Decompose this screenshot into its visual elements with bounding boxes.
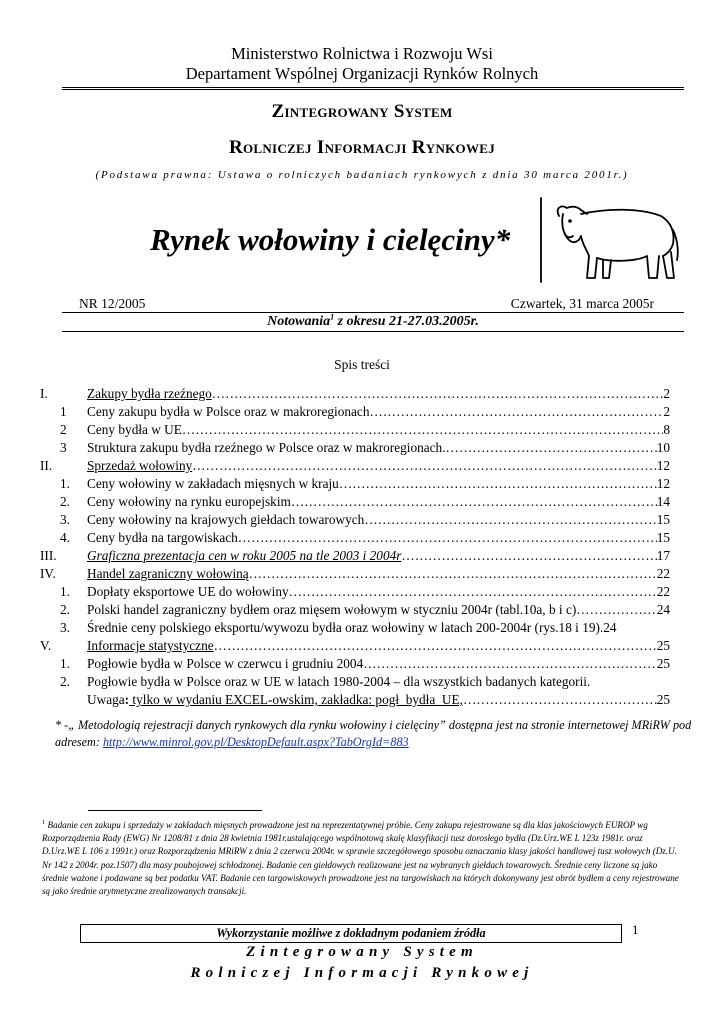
toc-item[interactable] — [40, 493, 670, 511]
toc-item-page: 15 — [656, 530, 670, 545]
toc-item-label[interactable]: Sprzedaż wołowiny — [87, 458, 193, 473]
toc-leader-dots — [363, 655, 656, 673]
toc-item-number: II. — [40, 458, 53, 473]
toc-item-page: 12 — [656, 476, 670, 491]
toc-item[interactable] — [40, 475, 670, 493]
quotes-prefix: Notowania — [267, 314, 331, 329]
toc-item-label[interactable]: Ceny wołowiny na rynku europejskim — [87, 494, 291, 509]
toc-item-page: 17 — [656, 548, 670, 563]
toc-leader-dots — [212, 385, 664, 403]
toc-leader-dots — [339, 475, 657, 493]
toc-item[interactable] — [40, 529, 670, 547]
system-title-line1: Zintegrowany System — [271, 101, 453, 122]
footnote-text: Badanie cen zakupu i sprzedaży w zakładach mięsnych prowadzone jest na reprezentatywnej próbie. Ceny zakupu rejestrowane są dla klas jakościowych EUROP wg Rozporządzenia Rady (EWG) Nr 1208/81 z dnia 28 kwietnia 1981r.ustalającego wspólnotową skalę klasyfikacji tusz dorosłego bydła (Dz.Urz.WE L 123z 1981r. oraz D.Urz.WE L 106 z 1991r.) oraz Rozporządzenia MRiRW z dnia 2 czerwca 2004r. w sprawie szczegółowego sposobu oznaczania klasy jakości handlowej tusz wołowych (Dz.U. Nr 142 z 2004r. poz.1507) dla masy poubojowej schłodzonej. Badanie cen giełdowych realizowane jest na wybranych giełdach towarowych. Średnie ceny liczone są jako średnie ważone i podawane są bez podatku VAT. Badanie cen targowiskowych prowadzone jest na targowiskach na których dokonywany jest obrót bydłem a ceny rejestrowane są jako średnie arytmetyczne zrealizowanych transakcji. — [42, 820, 679, 897]
toc-note-page: 25 — [656, 692, 670, 707]
methodology-note — [55, 717, 695, 751]
toc-item-number: 1 — [60, 404, 67, 419]
toc-item-page: 22 — [656, 584, 670, 599]
toc-note-prefix: Uwaga — [87, 692, 125, 707]
toc-item-number: 1. — [60, 584, 70, 599]
toc-item[interactable] — [40, 565, 670, 583]
toc-note-text: tylko w wydaniu EXCEL-owskim, zakładka: pogł_bydła_UE, — [129, 692, 463, 707]
toc-item-label[interactable]: Polski handel zagraniczny bydłem oraz mięsem wołowym w styczniu 2004r (tabl.10a, b i c) — [87, 602, 577, 617]
toc-item-page: 25 — [656, 656, 670, 671]
system-title-line2: Rolniczej Informacji Rynkowej — [228, 137, 496, 158]
cow-icon — [537, 194, 682, 288]
toc-leader-dots — [192, 457, 656, 475]
toc-leader-dots — [401, 547, 656, 565]
toc-item-number: III. — [40, 548, 57, 563]
toc-note-row — [40, 691, 670, 709]
legal-basis: (Podstawa prawna: Ustawa o rolniczych badaniach rynkowych z dnia 30 marca 2001r.) — [95, 169, 629, 181]
toc-item-page: 25 — [656, 638, 670, 653]
toc-item-label[interactable]: Ceny zakupu bydła w Polsce oraz w makroregionach — [87, 404, 370, 419]
toc-item-number: IV. — [40, 566, 56, 581]
toc-note-label — [87, 691, 463, 709]
toc-item-label[interactable]: Dopłaty eksportowe UE do wołowiny — [87, 584, 289, 599]
toc-item-page: 15 — [656, 512, 670, 527]
toc-item-page: 12 — [656, 458, 670, 473]
toc-item[interactable] — [40, 511, 670, 529]
footnote — [42, 819, 682, 898]
toc-item-label[interactable]: Graficzna prezentacja cen w roku 2005 na tle 2003 i 2004r — [87, 548, 402, 563]
toc-item-label[interactable]: Handel zagraniczny wołowiną — [87, 566, 249, 581]
toc-leader-dots — [291, 493, 657, 511]
ministry-header — [0, 44, 724, 84]
toc-leader-dots — [214, 637, 657, 655]
department-name: Departament Wspólnej Organizacji Rynków Rolnych — [185, 64, 539, 83]
market-title: Rynek wołowiny i cielęciny* — [150, 222, 511, 257]
toc-item-number: 3. — [60, 512, 70, 527]
toc-item-number: 3 — [60, 440, 67, 455]
toc-item-number: 3. — [60, 620, 70, 635]
toc-item-label[interactable]: Struktura zakupu bydła rzeźnego w Polsce oraz w makroregionach. — [87, 440, 446, 455]
toc-item[interactable] — [40, 619, 670, 637]
toc-title: Spis treści — [334, 357, 390, 372]
toc-item-page: 8 — [663, 422, 670, 437]
toc-leader-dots — [182, 421, 663, 439]
ministry-name: Ministerstwo Rolnictwa i Rozwoju Wsi — [231, 44, 493, 63]
header-divider — [62, 87, 684, 91]
toc-item-number: 1. — [60, 656, 70, 671]
table-of-contents — [40, 385, 670, 709]
toc-leader-dots — [289, 583, 657, 601]
toc-item-label[interactable]: Pogłowie bydła w Polsce w czerwcu i grudniu 2004 — [87, 656, 364, 671]
toc-item[interactable] — [40, 583, 670, 601]
toc-item[interactable] — [40, 385, 670, 403]
methodology-link[interactable]: http://www.minrol.gov.pl/DesktopDefault.aspx?TabOrgId=883 — [102, 735, 409, 749]
toc-item-label[interactable]: Zakupy bydła rzeźnego — [87, 386, 212, 401]
footnote-divider — [88, 810, 262, 811]
toc-item-page: 2 — [663, 404, 670, 419]
toc-item-page: 22 — [656, 566, 670, 581]
issue-number: NR 12/2005 — [79, 296, 146, 311]
toc-item-number: 2. — [60, 602, 70, 617]
toc-item-number: V. — [40, 638, 52, 653]
toc-item-label[interactable]: Pogłowie bydła w Polsce oraz w UE w latach 1980-2004 – dla wszystkich badanych kategorii. — [87, 674, 591, 689]
page-number: 1 — [632, 922, 639, 937]
toc-item[interactable] — [40, 655, 670, 673]
footnote-number: 1 — [42, 818, 46, 826]
quotes-period-text: z okresu 21-27.03.2005r. — [334, 314, 479, 329]
toc-item[interactable] — [40, 439, 670, 457]
toc-item[interactable] — [40, 673, 670, 691]
toc-leader-dots — [446, 439, 657, 457]
toc-leader-dots — [463, 691, 657, 709]
toc-item[interactable] — [40, 421, 670, 439]
toc-item-number: 2 — [60, 422, 67, 437]
toc-item-page: 14 — [656, 494, 670, 509]
toc-item-label[interactable]: Ceny bydła w UE — [87, 422, 182, 437]
toc-item-label[interactable]: Ceny bydła na targowiskach — [87, 530, 238, 545]
toc-item-label[interactable]: Średnie ceny polskiego eksportu/wywozu bydła oraz wołowiny w latach 200-2004r (rys.18 i 19). — [87, 620, 604, 635]
toc-item-number: I. — [40, 386, 48, 401]
toc-item[interactable] — [40, 547, 670, 565]
quotes-footnote-ref[interactable]: 1 — [330, 312, 335, 322]
toc-item-label[interactable]: Ceny wołowiny na krajowych giełdach towarowych — [87, 512, 365, 527]
toc-item-label[interactable]: Informacje statystyczne — [87, 638, 214, 653]
toc-leader-dots — [249, 565, 657, 583]
toc-leader-dots — [364, 511, 656, 529]
toc-item-page: 24 — [603, 620, 617, 635]
toc-item-number: 1. — [60, 476, 70, 491]
issue-date: Czwartek, 31 marca 2005r — [510, 296, 654, 311]
toc-item-number: 2. — [60, 494, 70, 509]
toc-item-page: 2 — [663, 386, 670, 401]
toc-item-page: 10 — [656, 440, 670, 455]
footer-system-line1: Zintegrowany System — [246, 944, 478, 960]
toc-leader-dots — [369, 403, 663, 421]
toc-leader-dots — [576, 601, 656, 619]
footer-system-line2: Rolniczej Informacji Rynkowej — [190, 965, 534, 981]
toc-note-colon: : — [124, 692, 130, 707]
toc-leader-dots — [238, 529, 657, 547]
toc-item[interactable] — [40, 601, 670, 619]
toc-item[interactable] — [40, 403, 670, 421]
methodology-note-text: * -„ Metodologią rejestracji danych rynkowych dla rynku wołowiny i cielęciny” dostępna jest na stronie internetowej MRiRW pod adresem: — [55, 718, 692, 749]
toc-item-page: 24 — [656, 602, 670, 617]
toc-item-number: 2. — [60, 674, 70, 689]
toc-item[interactable] — [40, 637, 670, 655]
toc-item-number: 4. — [60, 530, 70, 545]
quotes-period — [62, 312, 684, 332]
usage-notice: Wykorzystanie możliwe z dokładnym podaniem źródła — [80, 924, 622, 943]
toc-item-label[interactable]: Ceny wołowiny w zakładach mięsnych w kraju — [87, 476, 339, 491]
toc-item[interactable] — [40, 457, 670, 475]
